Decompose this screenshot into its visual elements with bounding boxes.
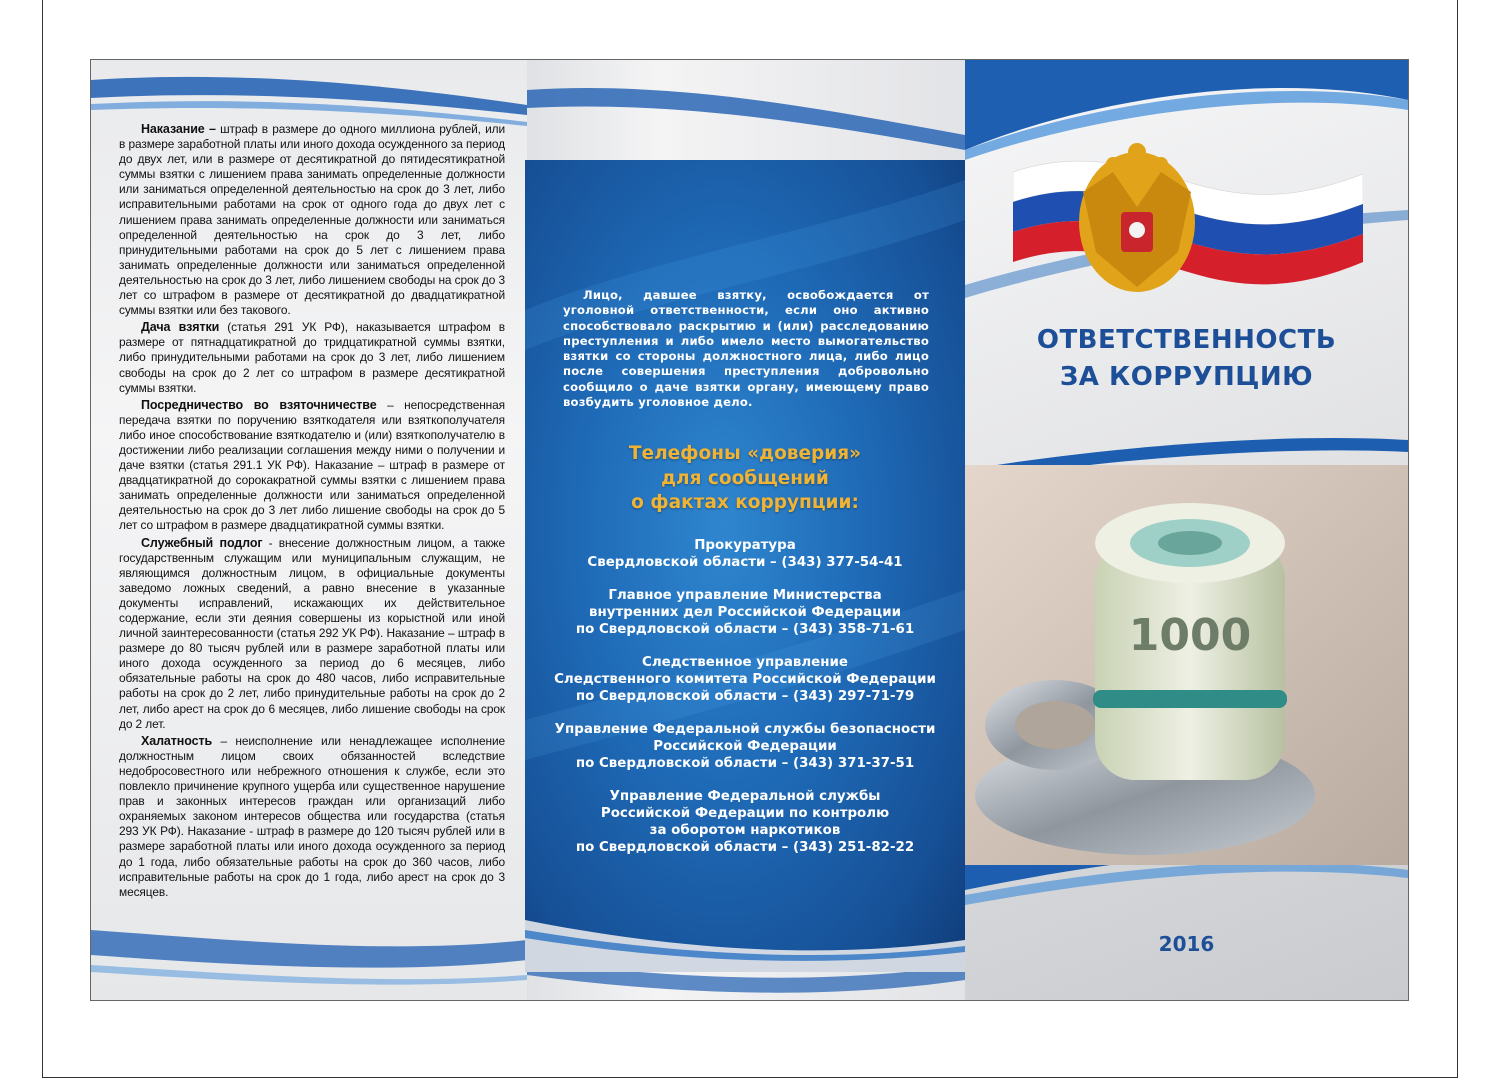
term-negligence: Халатность — [141, 733, 213, 748]
penalties-text — [119, 122, 505, 902]
russian-flag-icon — [1013, 112, 1363, 312]
contact-line: по Свердловской области – (343) 358-71-61 — [575, 622, 915, 637]
contact-line: Главное управление Министерства — [608, 588, 882, 603]
term-mediation: Посредничество во взяточничестве — [141, 397, 377, 412]
contact-line: по Свердловской области – (343) 297-71-79 — [575, 689, 915, 704]
hotline-title — [545, 442, 945, 516]
liability-release-notice — [563, 288, 929, 410]
contact-fsb — [525, 721, 965, 772]
contact-line: по Свердловской области – (343) 371-37-51 — [575, 756, 915, 771]
contact-line: внутренних дел Российской Федерации — [589, 605, 901, 620]
paragraph-penalty — [119, 122, 505, 318]
paragraph-negligence — [119, 734, 505, 900]
contact-line: Следственного комитета Российской Федерации — [554, 672, 936, 687]
text-forgery: - внесение должностным лицом, а также государственным служащим или муниципальным служащим, не являющимся должностным лицом, в официальные документы заведомо ложных сведений, а равно внесение в указанные документы исправлений, искажающих их действительное содержание, если эти деяния совершены из корыстной или иной личной заинтересованности (статья 292 УК РФ). Наказание – штраф в размере до 80 тысяч рублей или в размере заработной платы или иного дохода осужденного за период до 6 месяцев, либо обязательные работы на срок до 480 часов, либо исправительные работы на срок до 2 лет, либо принудительные работы на срок до 2 лет, либо арест на срок до 6 месяцев, либо лишение свободы на срок до 2 лет. — [119, 535, 505, 731]
term-forgery: Служебный подлог — [141, 535, 263, 550]
contact-line: Следственное управление — [642, 655, 848, 670]
contact-line: по Свердловской области – (343) 251-82-22 — [575, 840, 915, 855]
text-bribe-giving: (статья 291 УК РФ), наказывается штрафом в размере от пятнадцатикратной до тридцатикратной суммы взятки, либо принудительными работами на срок до 3 лет, либо лишением свободы на срок до 2 лет со штрафом в размере десятикратной суммы взятки. — [119, 320, 505, 395]
hotline-box — [525, 160, 965, 972]
left-panel — [91, 60, 527, 1000]
contact-line: Управление Федеральной службы — [609, 789, 881, 804]
contact-line: Российской Федерации по контролю — [600, 806, 890, 821]
text-mediation: – непосредственная передача взятки по поручению взяткодателя или взяткополучателя либо иное способствование взяткодателю и (или) взяткополучателю в достижении либо реализации соглашения между ними о получении и даче взятки (статья 291.1 УК РФ). Наказание – штраф в размере от двадцатикратной до сорокакратной суммы взятки с лишением права занимать определенные должности или заниматься определенной деятельностью на срок до 3 лет либо лишение свободы на срок до 5 лет со штрафом в размере двадцатикратной суммы взятки. — [119, 397, 505, 533]
contact-line: Свердловской области – (343) 377-54-41 — [587, 555, 903, 570]
right-panel — [965, 60, 1408, 1000]
paragraph-mediation — [119, 398, 505, 534]
year-label: 2016 — [1158, 932, 1215, 956]
contact-line: Прокуратура — [694, 538, 796, 553]
contact-drug-control — [525, 788, 965, 856]
text-penalty: штраф в размере до одного миллиона рублей, или в размере заработной платы или иного дохода осужденного за период до двух лет, или в размере от десятикратной до пятидесятикратной суммы взятки с лишением права занимать определенные должности или заниматься определенной деятельностью на срок до 3 лет, либо исправительными работами на срок от одного года до двух лет с лишением права занимать определенные должности или заниматься определенной деятельностью на срок до 3 лет, либо принудительными работами на срок до 5 лет с лишением права занимать определенные должности или заниматься определенной деятельностью на срок до 3 лет, либо лишением свободы на срок до 3 лет со штрафом в размере от десятикратной до двадцатикратной суммы взятки или без такового. — [119, 122, 505, 318]
contact-line: Управление Федеральной службы безопасности — [554, 722, 936, 737]
hotline-title-line-1: Телефоны «доверия» — [628, 443, 862, 464]
notice-text: Лицо, давшее взятку, освобождается от уголовной ответственности, если оно активно способствовало раскрытию и (или) расследованию преступления и либо имело место вымогательство взятки со стороны должностного лица, либо лицо после совершения преступления добровольно сообщило о даче взятки органу, имеющему право возбудить уголовное дело. — [563, 288, 929, 410]
paragraph-bribe-giving — [119, 320, 505, 395]
contact-prosecutor — [525, 537, 965, 571]
contact-investigative-committee — [525, 654, 965, 705]
hotline-title-line-3: о фактах коррупции: — [631, 492, 859, 513]
hotline-title-line-2: для сообщений — [661, 467, 829, 489]
contact-line: за оборотом наркотиков — [649, 823, 841, 838]
contact-mvd — [525, 587, 965, 638]
title-line-1: ОТВЕТСТВЕННОСТЬ — [1036, 325, 1337, 355]
banknote-text: 1000 — [1128, 610, 1252, 661]
term-penalty: Наказание – — [141, 122, 216, 136]
text-negligence: – неисполнение или ненадлежащее исполнение должностным лицом своих обязанностей вследствие недобросовестного или небрежного отношения к службе, если это повлекло причинение крупного ущерба или существенное нарушение прав и законных интересов граждан или организаций либо охраняемых законом интересов общества или государства (статья 293 УК РФ). Наказание - штраф в размере до 120 тысяч рублей или в размере заработной платы или иного дохода осужденного за период до 1 года, либо обязательные работы на срок до 360 часов, либо исправительные работы на срок до 1 года, либо арест на срок до 3 месяцев. — [119, 733, 505, 899]
brochure-title — [985, 322, 1388, 396]
paragraph-forgery — [119, 536, 505, 732]
term-bribe-giving: Дача взятки — [141, 320, 220, 335]
contact-line: Российской Федерации — [653, 739, 837, 754]
contacts-list — [525, 537, 965, 872]
brochure-spread — [90, 59, 1409, 1001]
money-roll-handcuffs-image — [965, 465, 1408, 865]
title-line-2: ЗА КОРРУПЦИЮ — [1059, 362, 1314, 392]
